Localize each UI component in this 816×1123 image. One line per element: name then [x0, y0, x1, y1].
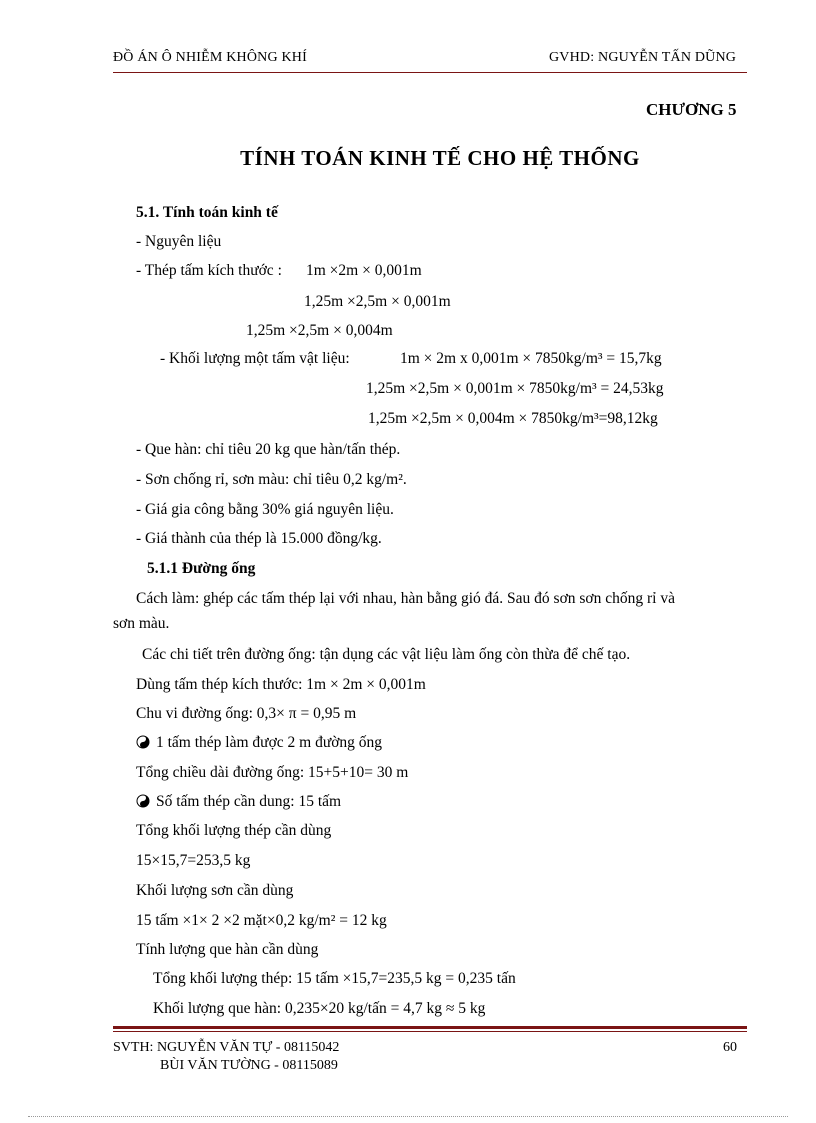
yin-yang-icon [136, 794, 150, 808]
weld-mass: Khối lượng que hàn: 0,235×20 kg/tấn = 4,7 kg ≈ 5 kg [153, 1000, 486, 1017]
per-sheet-line [136, 733, 382, 753]
perimeter: Chu vi đường ống: 0,3× π = 0,95 m [136, 705, 357, 722]
mass-2: 1,25m ×2,5m × 0,001m × 7850kg/m³ = 24,53kg [366, 380, 664, 397]
steel-size-2: 1,25m ×2,5m × 0,001m [304, 293, 451, 310]
chapter-label: CHƯƠNG 5 [646, 100, 737, 119]
sheet-used: Dùng tấm thép kích thước: 1m × 2m × 0,001m [136, 676, 426, 693]
yin-yang-icon [136, 735, 150, 749]
per-sheet-text: 1 tấm thép làm được 2 m đường ống [156, 734, 383, 751]
sheets-needed-line [136, 792, 341, 812]
steel-total: Tổng khối lượng thép: 15 tấm ×15,7=235,5 kg = 0,235 tấn [153, 970, 516, 987]
mass-3: 1,25m ×2,5m × 0,004m × 7850kg/m³=98,12kg [368, 410, 658, 427]
details-line: Các chi tiết trên đường ống: tận dụng các vật liệu làm ống còn thừa để chế tạo. [142, 646, 631, 663]
footer-rule-thin [113, 1031, 747, 1032]
page-number: 60 [723, 1040, 737, 1055]
steel-size-1: 1m ×2m × 0,001m [306, 262, 422, 279]
mass-1: 1m × 2m x 0,001m × 7850kg/m³ = 15,7kg [400, 350, 662, 367]
price-note: - Giá thành của thép là 15.000 đồng/kg. [136, 530, 382, 547]
weld-label: Tính lượng que hàn cần dùng [136, 941, 319, 958]
method-line-2: sơn màu. [113, 615, 170, 632]
mass-label: - Khối lượng một tấm vật liệu: [160, 350, 350, 367]
header-right: GVHD: NGUYỄN TẤN DŨNG [549, 50, 737, 65]
welding-note: - Que hàn: chỉ tiêu 20 kg que hàn/tấn thép. [136, 441, 401, 458]
page-title: TÍNH TOÁN KINH TẾ CHO HỆ THỐNG [240, 146, 640, 170]
sheets-needed-text: Số tấm thép cần dung: 15 tấm [156, 793, 342, 810]
paint-label: Khối lượng sơn cần dùng [136, 882, 294, 899]
bottom-dotted-rule [28, 1116, 788, 1117]
section-heading: 5.1. Tính toán kinh tế [136, 204, 278, 221]
total-length: Tổng chiều dài đường ống: 15+5+10= 30 m [136, 764, 409, 781]
processing-note: - Giá gia công bằng 30% giá nguyên liệu. [136, 501, 394, 518]
header-left: ĐỒ ÁN Ô NHIỄM KHÔNG KHÍ [113, 50, 307, 65]
footer-student-2: BÙI VĂN TƯỜNG - 08115089 [160, 1058, 338, 1073]
paint-calc: 15 tấm ×1× 2 ×2 mặt×0,2 kg/m² = 12 kg [136, 912, 387, 929]
footer-rule-thick [113, 1026, 747, 1029]
steel-label: - Thép tấm kích thước : [136, 262, 282, 279]
materials-heading: - Nguyên liệu [136, 233, 222, 250]
total-mass-label: Tổng khối lượng thép cần dùng [136, 822, 332, 839]
method-line-1: Cách làm: ghép các tấm thép lại với nhau, hàn bằng gió đá. Sau đó sơn sơn chống rỉ và [136, 590, 675, 607]
subsection-heading: 5.1.1 Đường ống [147, 560, 256, 577]
footer-student-1: SVTH: NGUYỄN VĂN TỰ - 08115042 [113, 1040, 340, 1055]
steel-size-3: 1,25m ×2,5m × 0,004m [246, 322, 393, 339]
header-rule [113, 72, 747, 73]
paint-note: - Sơn chống rỉ, sơn màu: chỉ tiêu 0,2 kg/m². [136, 471, 407, 488]
total-mass: 15×15,7=253,5 kg [136, 852, 251, 869]
